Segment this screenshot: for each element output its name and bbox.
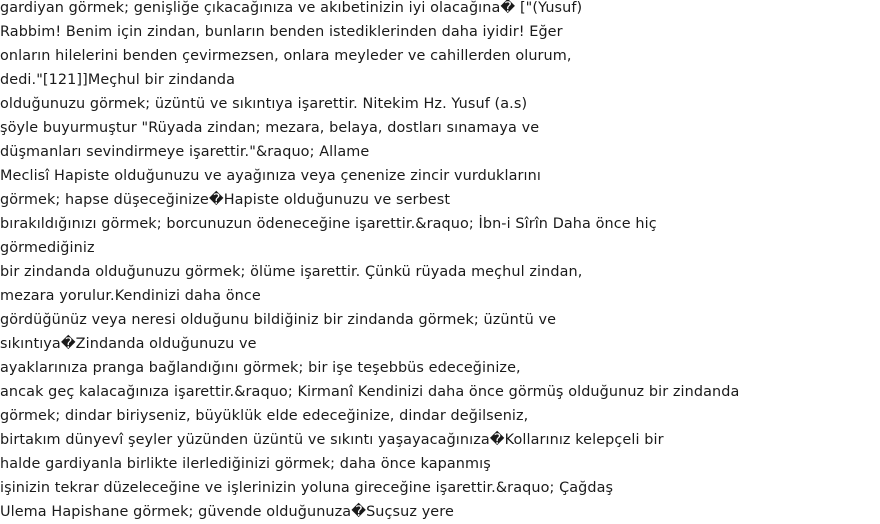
text-line: gardiyan görmek; genişliğe çıkacağınıza ve akıbetinizin iyi olacağına� ["(Yusuf) — [0, 0, 583, 16]
text-line: gördüğünüz veya neresi olduğunu bildiğiniz bir zindanda görmek; üzüntü ve — [0, 312, 557, 328]
text-line: onların hilelerini benden çevirmezsen, onlara meyleder ve cahillerden olurum, — [0, 48, 572, 64]
text-line: halde gardiyanla birlikte ilerlediğinizi görmek; daha önce kapanmış — [0, 456, 491, 472]
text-line: görmek; hapse düşeceğinize�Hapiste olduğunuzu ve serbest — [0, 192, 451, 208]
text-line: Ulema Hapishane görmek; güvende olduğunuza�Suçsuz yere — [0, 504, 454, 520]
text-line: düşmanları sevindirmeye işarettir."&raquo; Allame — [0, 144, 370, 160]
text-line: sıkıntıya�Zindanda olduğunuzu ve — [0, 336, 257, 352]
text-line: ayaklarınıza pranga bağlandığını görmek; bir işe teşebbüs edeceğinize, — [0, 360, 521, 376]
text-line: dedi."[121]]Meçhul bir zindanda — [0, 72, 236, 88]
text-line: ancak geç kalacağınıza işarettir.&raquo; Kirmanî Kendinizi daha önce görmüş olduğunuz bir zindanda — [0, 384, 740, 400]
text-line: görmek; dindar biriyseniz, büyüklük elde edeceğinize, dindar değilseniz, — [0, 408, 529, 424]
text-line: bırakıldığınızı görmek; borcunuzun ödeneceğine işarettir.&raquo; İbn-i Sîrîn Daha önce hiç — [0, 216, 657, 232]
text-line: birtakım dünyevî şeyler yüzünden üzüntü ve sıkıntı yaşayacağınıza�Kollarınız kelepçeli bir — [0, 432, 664, 448]
text-line: Rabbim! Benim için zindan, bunların benden istediklerinden daha iyidir! Eğer — [0, 24, 563, 40]
text-line: olduğunuzu görmek; üzüntü ve sıkıntıya işarettir. Nitekim Hz. Yusuf (a.s) — [0, 96, 528, 112]
text-line: mezara yorulur.Kendinizi daha önce — [0, 288, 261, 304]
text-line: şöyle buyurmuştur "Rüyada zindan; mezara, belaya, dostları sınamaya ve — [0, 120, 540, 136]
text-line: bir zindanda olduğunuzu görmek; ölüme işarettir. Çünkü rüyada meçhul zindan, — [0, 264, 583, 280]
text-line: işinizin tekrar düzeleceğine ve işlerinizin yoluna gireceğine işarettir.&raquo; Çağdaş — [0, 480, 614, 496]
text-line: Meclisî Hapiste olduğunuzu ve ayağınıza veya çenenize zincir vurduklarını — [0, 168, 541, 184]
text-line: görmediğiniz — [0, 240, 95, 256]
